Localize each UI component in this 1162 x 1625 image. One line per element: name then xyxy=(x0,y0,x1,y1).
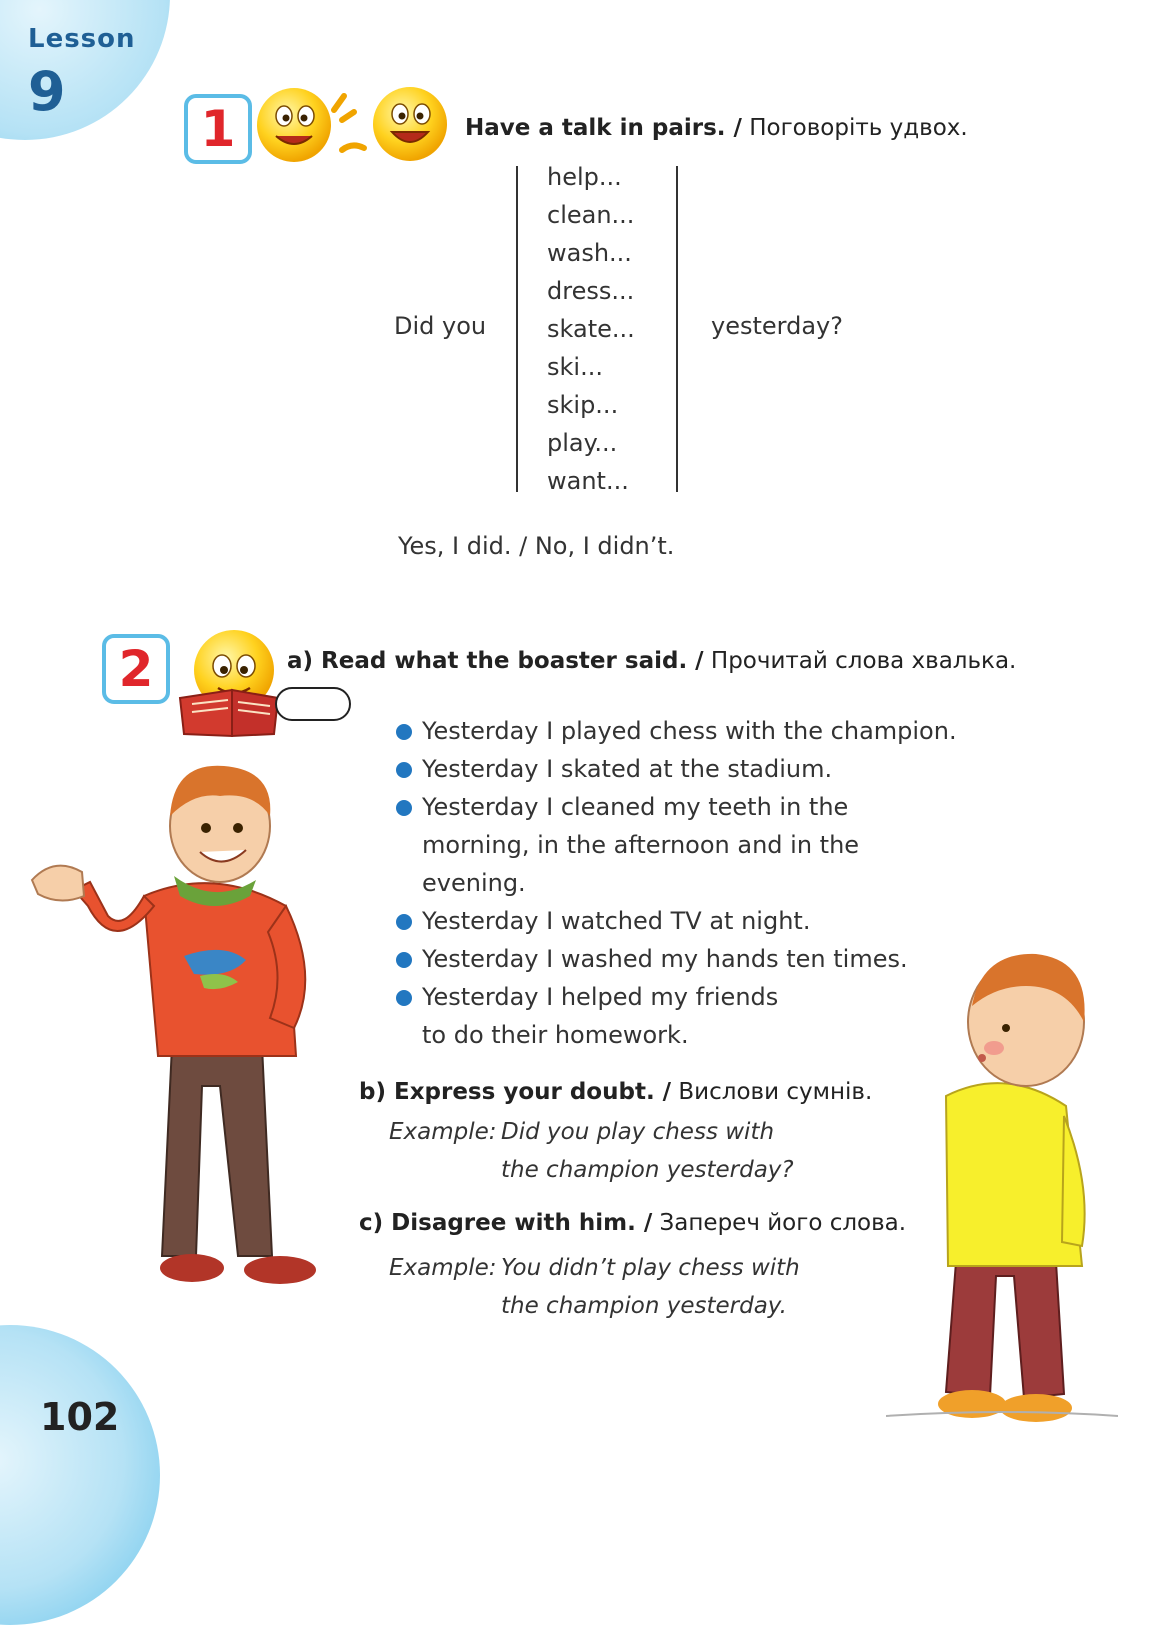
lesson-label: Lesson xyxy=(28,24,136,54)
doubting-boy-illustration xyxy=(886,946,1118,1430)
list-item: Yesterday I washed my hands ten times. xyxy=(396,940,996,978)
task-2c-example-line-1: You didn’t play chess with xyxy=(501,1255,800,1281)
page-number: 102 xyxy=(40,1395,120,1439)
task-2c-example-line-2: the champion yesterday. xyxy=(501,1293,787,1319)
task-2c-instruction-en: c) Disagree with him. / xyxy=(359,1210,653,1236)
reading-smiley-icon xyxy=(174,628,354,740)
verb-item: clean... xyxy=(547,201,635,229)
question-start: Did you xyxy=(394,312,487,340)
task-1-instruction xyxy=(465,115,968,141)
task-1-instruction-ua: Поговоріть удвох. xyxy=(749,115,968,141)
task-1-answer: Yes, I did. / No, I didn’t. xyxy=(398,532,675,560)
verb-item: wash... xyxy=(547,239,632,267)
task-2b-instruction-en: b) Express your doubt. / xyxy=(359,1079,672,1105)
verb-item: want... xyxy=(547,467,629,495)
task-2a-instruction-en: a) Read what the boaster said. / xyxy=(287,648,704,674)
question-end: yesterday? xyxy=(711,312,843,340)
task-2b-example-line-2: the champion yesterday? xyxy=(501,1157,794,1183)
task-2a-instruction-ua: Прочитай слова хвалька. xyxy=(710,648,1017,674)
task-2b-instruction xyxy=(359,1079,872,1105)
verb-item: dress... xyxy=(547,277,635,305)
task-2c-instruction-ua: Запереч його слова. xyxy=(659,1210,907,1236)
talking-smileys-icon xyxy=(254,80,454,168)
verb-item: skip... xyxy=(547,391,619,419)
page-number-badge xyxy=(0,1325,160,1625)
task-1-instruction-en: Have a talk in pairs. / xyxy=(465,115,742,141)
list-item: Yesterday I skated at the stadium. xyxy=(396,750,996,788)
task-2b-instruction-ua: Вислови сумнів. xyxy=(678,1079,873,1105)
boaster-boy-illustration xyxy=(24,756,324,1288)
verb-item: play... xyxy=(547,429,618,457)
task-2b-example-label: Example: xyxy=(389,1119,497,1145)
lesson-number: 9 xyxy=(28,60,66,123)
list-item: Yesterday I helped my friends to do their homework. xyxy=(396,978,782,1054)
task-2c-instruction xyxy=(359,1210,906,1236)
task-1-number: 1 xyxy=(184,94,252,164)
table-divider-left xyxy=(516,166,518,492)
verb-item: skate... xyxy=(547,315,635,343)
list-item: Yesterday I cleaned my teeth in the morning, in the afternoon and in the evening. xyxy=(396,788,962,902)
verb-item: ski... xyxy=(547,353,603,381)
task-2c-example-label: Example: xyxy=(389,1255,497,1281)
list-item: Yesterday I watched TV at night. xyxy=(396,902,996,940)
verb-list xyxy=(547,158,635,500)
task-2a-instruction xyxy=(287,648,1016,674)
lesson-badge xyxy=(0,0,170,140)
list-item: Yesterday I played chess with the champion. xyxy=(396,712,996,750)
verb-item: help... xyxy=(547,163,622,191)
table-divider-right xyxy=(676,166,678,492)
task-2b-example-line-1: Did you play chess with xyxy=(501,1119,775,1145)
task-2-number: 2 xyxy=(102,634,170,704)
